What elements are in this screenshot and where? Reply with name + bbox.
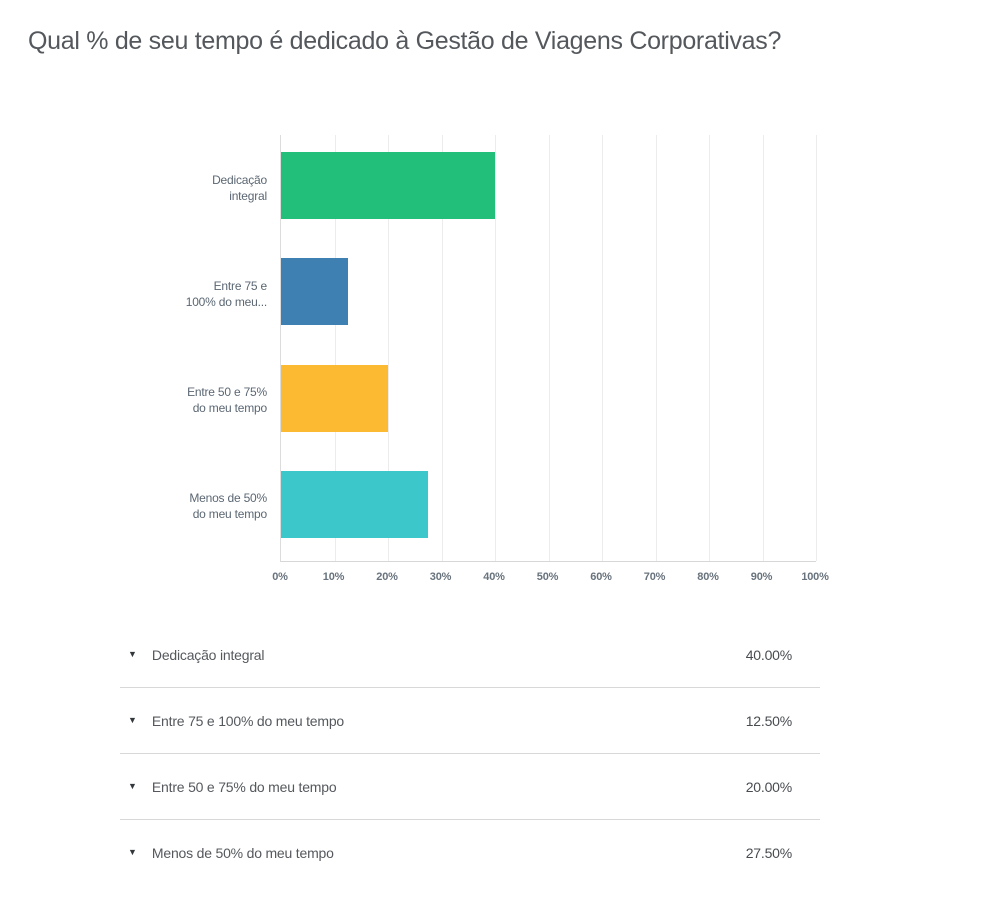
answer-percentage: 40.00%: [745, 646, 792, 663]
y-axis-category-labels: [118, 135, 267, 561]
x-axis-tick-label: 30%: [429, 571, 452, 583]
category-label-line: Menos de 50%: [189, 491, 267, 505]
collapse-triangle-icon[interactable]: ▼: [128, 649, 137, 659]
chart-row: [281, 241, 816, 347]
category-label-line: Entre 75 e: [213, 279, 267, 293]
collapse-triangle-icon[interactable]: ▼: [128, 847, 137, 857]
chart-row: [281, 135, 816, 241]
question-title: Qual % de seu tempo é dedicado à Gestão de Viagens Corporativas?: [28, 27, 782, 55]
category-label-line: integral: [229, 189, 267, 203]
results-table: [120, 622, 820, 885]
x-axis-tick-label: 70%: [643, 571, 666, 583]
bar-dedicacao-integral[interactable]: [281, 152, 495, 219]
x-axis-tick-label: 60%: [590, 571, 612, 583]
table-row[interactable]: [120, 622, 820, 688]
collapse-triangle-icon[interactable]: ▼: [128, 715, 137, 725]
answer-percentage: 20.00%: [745, 778, 792, 795]
bar-entre-75-100[interactable]: [281, 258, 348, 325]
answer-label: Entre 75 e 100% do meu tempo: [151, 712, 345, 729]
answer-label: Entre 50 e 75% do meu tempo: [151, 778, 337, 795]
table-row[interactable]: [120, 754, 820, 820]
answer-percentage: 27.50%: [745, 844, 792, 861]
gridline: [816, 135, 817, 561]
category-label-line: Entre 50 e 75%: [187, 385, 267, 399]
x-axis-tick-label: 40%: [483, 571, 505, 583]
category-label-line: Dedicação: [212, 173, 267, 187]
category-label-entre-75-100: [118, 241, 267, 347]
bar-menos-50[interactable]: [281, 471, 428, 538]
x-axis-tick-label: 0%: [272, 571, 288, 583]
category-label-dedicacao-integral: [118, 135, 267, 241]
x-axis: [272, 571, 829, 591]
chart-row: [281, 454, 816, 560]
answer-percentage: 12.50%: [745, 712, 792, 729]
category-label-line: do meu tempo: [192, 507, 267, 521]
table-row[interactable]: [120, 820, 820, 885]
category-label-menos-50: [118, 453, 267, 559]
x-axis-tick-label: 10%: [322, 571, 345, 583]
plot-area: [280, 135, 816, 562]
x-axis-tick-label: 90%: [750, 571, 773, 583]
category-label-entre-50-75: [118, 347, 267, 453]
collapse-triangle-icon[interactable]: ▼: [128, 781, 137, 791]
chart-row: [281, 348, 816, 454]
table-row[interactable]: [120, 688, 820, 754]
bar-entre-50-75[interactable]: [281, 365, 388, 432]
answer-label: Dedicação integral: [151, 646, 265, 663]
x-axis-tick-label: 20%: [376, 571, 398, 583]
x-axis-tick-label: 80%: [697, 571, 719, 583]
x-axis-tick-label: 100%: [801, 571, 829, 583]
category-label-line: do meu tempo: [192, 401, 267, 415]
x-axis-tick-label: 50%: [536, 571, 559, 583]
answer-label: Menos de 50% do meu tempo: [151, 844, 334, 861]
category-label-line: 100% do meu...: [185, 295, 267, 309]
bars-layer: [281, 135, 816, 561]
